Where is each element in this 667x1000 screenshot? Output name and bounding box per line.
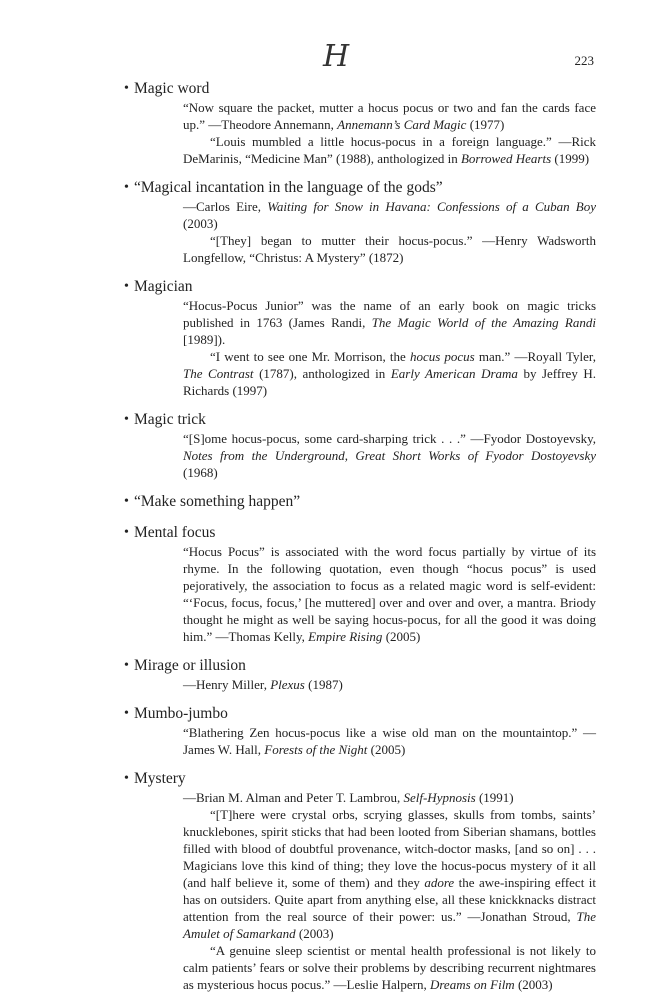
entry-list [124,79,596,993]
quotation [183,942,596,993]
entry-heading [124,79,596,99]
quote-text: “Hocus-Pocus Junior” was the name of an early book on magic tricks published in 1763 (James Randi, [183,298,596,330]
quote-text: “[T]here were crystal orbs, scrying glasses, skulls from tombs, saints’ knucklebones, spirit sticks that had been looted from Siberian shamans, bottles filled with blood of doubtful provenance, witch-doctor masks, [and so on] . . . Magicians love this kind of thing; they love the hocus-pocus mystery of it all (and half believe it, some of them) and they [183,807,596,890]
entry-heading [124,523,596,543]
bullet-icon: • [124,658,129,673]
quote-text: “I went to see one Mr. Morrison, the [210,349,410,364]
italic-title: The Magic World of the Amazing Randi [371,315,596,330]
entry-heading-text: Magic trick [134,411,206,428]
entry-heading-text: Mumbo-jumbo [134,705,228,722]
quote-text: (2005) [382,629,421,644]
quote-text: (1999) [551,151,590,166]
quote-text: —Henry Miller, [183,677,271,692]
quotation [183,724,596,758]
entry [124,656,596,693]
quote-text: “Now square the packet, mutter a hocus pocus or two and fan the cards face up.” —Theodore Annemann, [183,100,596,132]
quote-text: —Brian M. Alman and Peter T. Lambrou, [183,790,404,805]
quote-text: (1987) [304,677,343,692]
quotation [183,430,596,481]
quote-text: “A genuine sleep scientist or mental health professional is not likely to calm patients’ fears or solve their problems by describing recurrent nightmares as mysterious hocus pocus.” —Leslie Halpern, [183,943,596,992]
bullet-icon: • [124,706,129,721]
bullet-icon: • [124,494,129,509]
quote-text: —Carlos Eire, [183,199,268,214]
page-number: 223 [574,53,594,68]
quote-text: “Louis mumbled a little hocus-pocus in a foreign language.” —Rick DeMarinis, “Medicine Man” (1988), anthologized in [183,134,596,166]
entry [124,178,596,266]
entry-heading [124,769,596,789]
quotation [183,348,596,399]
entry [124,704,596,758]
entry-heading [124,704,596,724]
quote-text: the awe-inspiring effect it has on outsiders. Quite apart from anything else, all these knickknacks distract attention from the real source of their power: us.” —Jonathan Stroud, [183,875,597,924]
quote-text: (2005) [367,742,406,757]
quotation [183,198,596,232]
quote-text: [1989]). [183,332,226,347]
entry-heading-text: Mirage or illusion [134,657,246,674]
bullet-icon: • [124,279,129,294]
entry-heading [124,277,596,297]
quote-text: (1968) [183,465,218,480]
entry [124,277,596,399]
quotation [183,99,596,133]
quotation [183,676,596,693]
quote-text: “Hocus Pocus” is associated with the word focus partially by virtue of its rhyme. In the following quotation, even though “hocus pocus” is used pejoratively, the association to focus as a related magic word is self-evident: “‘Focus, focus, focus,’ [he muttered] over and over and over, a mantra. Briody thought he might as well be saying hocus-pocus, for all the good it was doing him.” —Thomas Kelly, [183,544,596,644]
entry-heading-text: Mental focus [134,524,216,541]
entry [124,769,596,993]
entry [124,523,596,645]
quotation [183,789,596,806]
entry-heading-text: “Make something happen” [134,493,301,510]
italic-title: Borrowed Hearts [460,151,552,166]
quote-text: (2003) [295,926,334,941]
section-letter: H [323,39,350,74]
quotation [183,806,596,942]
italic-title: Notes from the Underground, Great Short Works of Fyodor Dostoyevsky [183,448,596,463]
entry-heading-text: Mystery [134,770,186,787]
quote-text: (2003) [183,216,218,231]
entry-heading-text: Magician [134,278,193,295]
bullet-icon: • [124,81,129,96]
quote-text: (1787), anthologized in [253,366,391,381]
italic-title: hocus pocus [409,349,475,364]
entry [124,79,596,167]
italic-title: Self-Hypnosis [403,790,476,805]
bullet-icon: • [124,412,129,427]
entry-heading [124,656,596,676]
quote-text: “[S]ome hocus-pocus, some card-sharping trick . . .” —Fyodor Dostoyevsky, [183,431,596,446]
italic-title: Dreams on Film [429,977,515,992]
quotation [183,297,596,348]
entry-heading-text: “Magical incantation in the language of the gods” [134,179,443,196]
italic-title: Forests of the Night [264,742,368,757]
quote-text: “Blathering Zen hocus-pocus like a wise old man on the mountaintop.” —James W. Hall, [183,725,596,757]
italic-title: Early American Drama [390,366,518,381]
quote-text: (1991) [475,790,514,805]
entry-heading [124,178,596,198]
entry-heading [124,410,596,430]
quotation [183,133,596,167]
quotation [183,232,596,266]
italic-title: Plexus [270,677,305,692]
quote-text: (1977) [466,117,505,132]
entry [124,492,596,512]
quote-text: man.” —Royall Tyler, [474,349,596,364]
bullet-icon: • [124,771,129,786]
entry-heading [124,492,596,512]
quote-text: by Jeffrey H. Richards (1997) [183,366,596,398]
entry [124,410,596,481]
italic-title: The Contrast [183,366,254,381]
italic-title: Annemann’s Card Magic [337,117,467,132]
entry-heading-text: Magic word [134,80,210,97]
quote-text: “[They] began to mutter their hocus-pocus.” —Henry Wadsworth Longfellow, “Christus: A Mystery” (1872) [183,233,596,265]
italic-title: adore [424,875,455,890]
bullet-icon: • [124,180,129,195]
italic-title: Empire Rising [308,629,383,644]
italic-title: Waiting for Snow in Havana: Confessions of a Cuban Boy [267,199,597,214]
italic-title: The Amulet of Samarkand [183,909,596,941]
quote-text: (2003) [514,977,553,992]
quotation [183,543,596,645]
bullet-icon: • [124,525,129,540]
